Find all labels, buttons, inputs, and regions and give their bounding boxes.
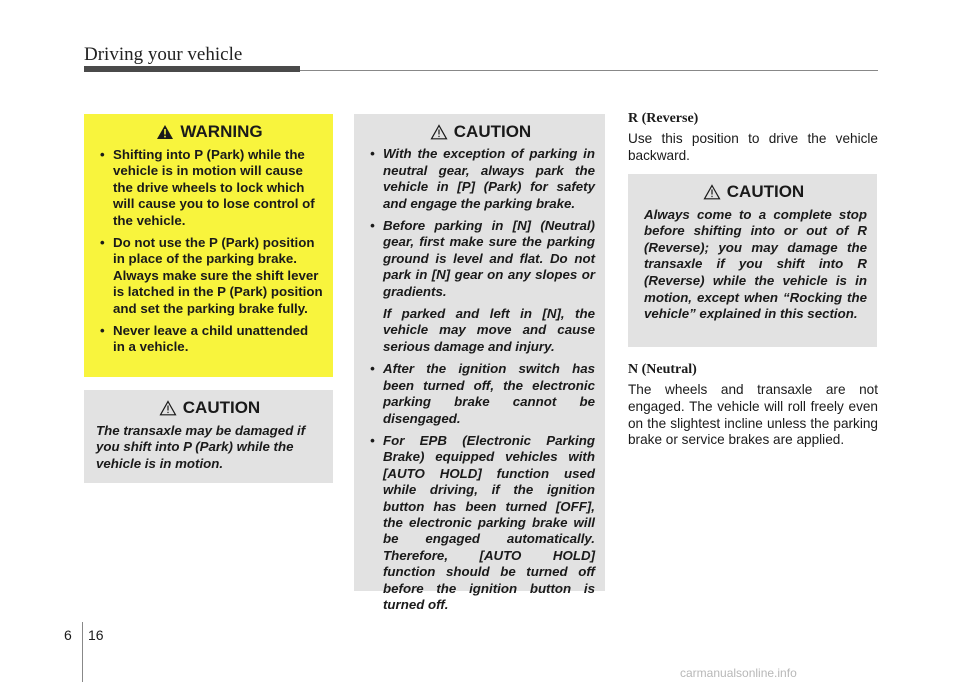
caution-reverse-box: [628, 174, 877, 347]
warning-item: • Shifting into P (Park) while the vehicle is in motion will cause the drive wheels to lock which will cause you to lose control of the vehicle.: [96, 147, 323, 230]
warning-item: • Do not use the P (Park) position in place of the parking brake. Always make sure the shift lever is latched in the P (Park) position and set the parking brake fully.: [96, 235, 323, 318]
neutral-text: The wheels and transaxle are not engaged. The vehicle will roll freely even on the slightest incline unless the parking brake or service brakes are applied.: [628, 382, 878, 448]
caution-neutral-list: [366, 146, 595, 613]
caution-neutral-item: • With the exception of parking in neutral gear, always park the vehicle in [P] (Park) for safety and engage the parking brake.: [366, 146, 595, 212]
reverse-heading: R (Reverse): [628, 111, 699, 126]
footer-rule: [82, 622, 83, 682]
warning-box: [84, 114, 333, 377]
caution-neutral-subnote: If parked and left in [N], the vehicle may move and cause serious damage and injury.: [383, 306, 595, 354]
caution-reverse-title: CAUTION: [640, 184, 867, 201]
header-title: Driving your vehicle: [84, 44, 243, 65]
caution-neutral-box: [354, 114, 605, 612]
reverse-text: Use this position to drive the vehicle backward.: [628, 131, 878, 163]
watermark: carmanualsonline.info: [680, 666, 797, 680]
page-number: 16: [88, 627, 104, 643]
caution-triangle-icon: [703, 184, 721, 200]
caution-neutral-item: • After the ignition switch has been turned off, the electronic parking brake cannot be disengaged.: [366, 361, 595, 427]
warning-triangle-icon: [156, 124, 174, 140]
caution-triangle-icon: [430, 124, 448, 140]
neutral-heading: N (Neutral): [628, 362, 697, 377]
caution-reverse-text: Always come to a complete stop before shifting into or out of R (Reverse); you may damage the transaxle if you shift into R (Reverse) while the vehicle is in motion, except when “Rocking the vehicle” explained in this section.: [644, 206, 867, 322]
header-rule: [300, 70, 878, 71]
caution-neutral-title: CAUTION: [366, 124, 595, 140]
caution-neutral-item: • For EPB (Electronic Parking Brake) equipped vehicles with [AUTO HOLD] function used while driving, if the ignition button has been turned [OFF], the electronic parking brake will be engaged automatically. Therefore, [AUTO HOLD] function should be turned off before the ignition button is turned off.: [366, 433, 595, 613]
caution-park-box: [84, 390, 333, 483]
warning-item: • Never leave a child unattended in a vehicle.: [96, 323, 323, 356]
warning-list: [96, 147, 323, 356]
warning-title: WARNING: [96, 124, 323, 141]
header-bar: [84, 66, 300, 72]
caution-triangle-icon: [159, 400, 177, 416]
caution-park-text: The transaxle may be damaged if you shift into P (Park) while the vehicle is in motion.: [96, 422, 306, 471]
chapter-number: 6: [64, 627, 72, 643]
caution-park-title: CAUTION: [96, 400, 323, 417]
caution-neutral-item: • Before parking in [N] (Neutral) gear, first make sure the parking ground is level and flat. Do not park in [N] gear on any slopes or gradients. If parked and left in [N], the vehicle may move and cause serious damage and injury.: [366, 218, 595, 355]
